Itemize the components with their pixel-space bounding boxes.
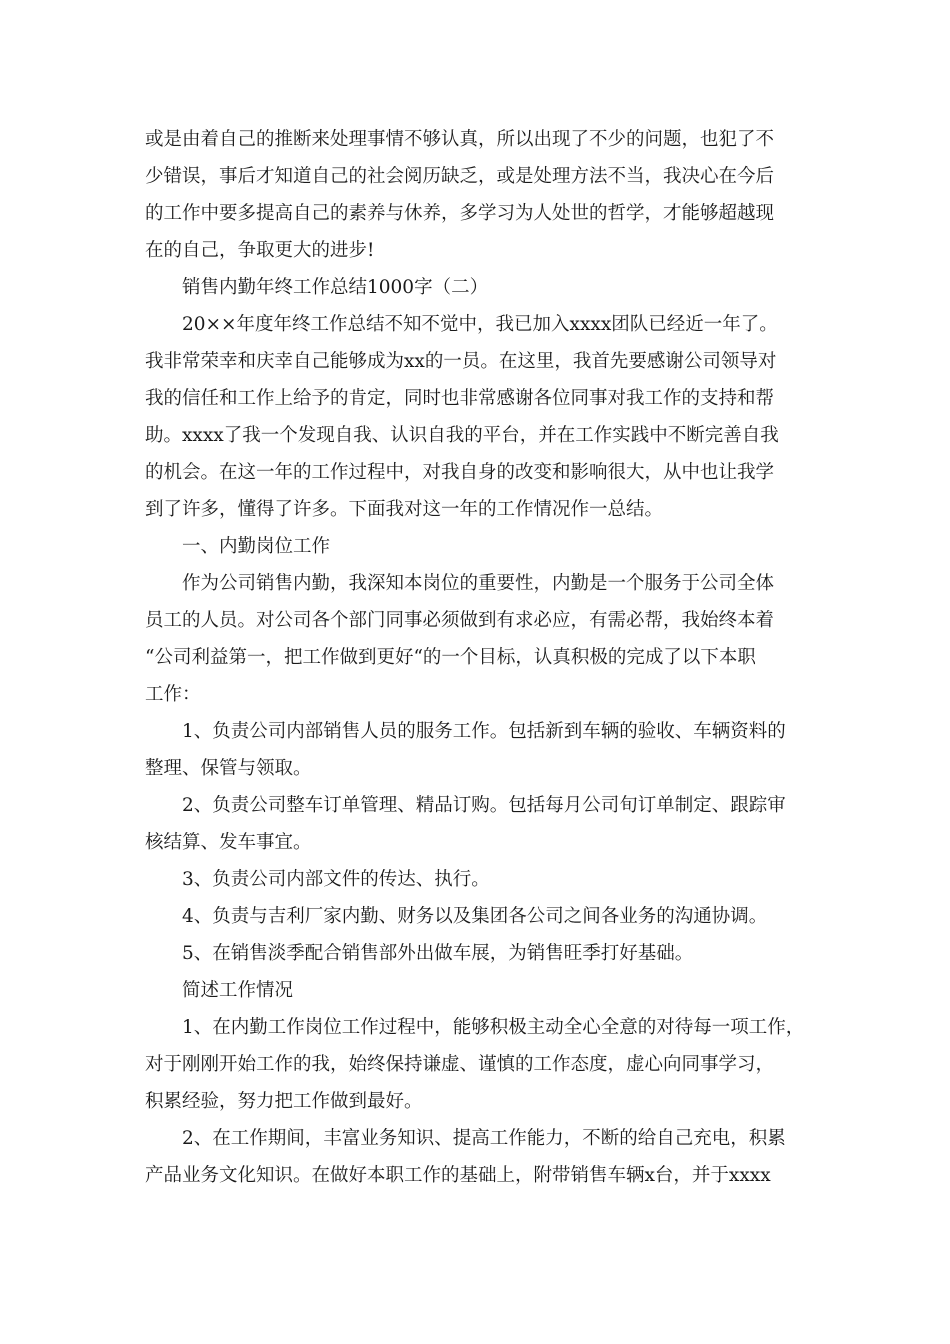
text-line: 简述工作情况 — [182, 980, 294, 1001]
text-line: 在的自己，争取更大的进步! — [145, 240, 375, 261]
text-line: 2、在工作期间，丰富业务知识、提高工作能力，不断的给自己充电，积累 — [182, 1128, 786, 1149]
text-line: 的机会。在这一年的工作过程中，对我自身的改变和影响很大，从中也让我学 — [145, 462, 775, 483]
text-line: 1、在内勤工作岗位工作过程中，能够积极主动全心全意的对待每一项工作， — [182, 1017, 805, 1038]
text-line: 4、负责与吉利厂家内勤、财务以及集团各公司之间各业务的沟通协调。 — [182, 906, 768, 927]
text-line: 20××年度年终工作总结不知不觉中，我已加入xxxx团队已经近一年了。 — [182, 314, 778, 335]
text-line: 产品业务文化知识。在做好本职工作的基础上，附带销售车辆x台，并于xxxx — [145, 1165, 771, 1186]
text-line: 作为公司销售内勤，我深知本岗位的重要性，内勤是一个服务于公司全体 — [182, 573, 775, 594]
text-line: 1、负责公司内部销售人员的服务工作。包括新到车辆的验收、车辆资料的 — [182, 721, 786, 742]
text-line: 3、负责公司内部文件的传达、执行。 — [182, 869, 490, 890]
text-line: 到了许多，懂得了许多。下面我对这一年的工作情况作一总结。 — [145, 499, 664, 520]
text-line: 的工作中要多提高自己的素养与休养，多学习为人处世的哲学，才能够超越现 — [145, 203, 775, 224]
text-line: 助。xxxx了我一个发现自我、认识自我的平台，并在工作实践中不断完善自我 — [145, 425, 779, 446]
text-line: 少错误，事后才知道自己的社会阅历缺乏，或是处理方法不当，我决心在今后 — [145, 166, 775, 187]
text-line: 销售内勤年终工作总结1000字（二） — [182, 277, 489, 298]
text-line: “公司利益第一，把工作做到更好“的一个目标，认真积极的完成了以下本职 — [145, 647, 756, 668]
text-line: 整理、保管与领取。 — [145, 758, 312, 779]
text-line: 5、在销售淡季配合销售部外出做车展，为销售旺季打好基础。 — [182, 943, 694, 964]
text-line: 员工的人员。对公司各个部门同事必须做到有求必应，有需必帮，我始终本着 — [145, 610, 775, 631]
text-line: 积累经验，努力把工作做到最好。 — [145, 1091, 423, 1112]
text-line: 核结算、发车事宜。 — [145, 832, 312, 853]
text-line: 或是由着自己的推断来处理事情不够认真，所以出现了不少的问题，也犯了不 — [145, 129, 775, 150]
text-line: 一、内勤岗位工作 — [182, 536, 331, 557]
text-line: 2、负责公司整车订单管理、精品订购。包括每月公司旬订单制定、跟踪审 — [182, 795, 786, 816]
document-body — [145, 121, 810, 1194]
text-line: 对于刚刚开始工作的我，始终保持谦虚、谨慎的工作态度，虚心向同事学习， — [145, 1054, 775, 1075]
text-line: 工作： — [145, 684, 201, 705]
text-line: 我非常荣幸和庆幸自己能够成为xx的一员。在这里，我首先要感谢公司领导对 — [145, 351, 777, 372]
text-line: 我的信任和工作上给予的肯定，同时也非常感谢各位同事对我工作的支持和帮 — [145, 388, 775, 409]
